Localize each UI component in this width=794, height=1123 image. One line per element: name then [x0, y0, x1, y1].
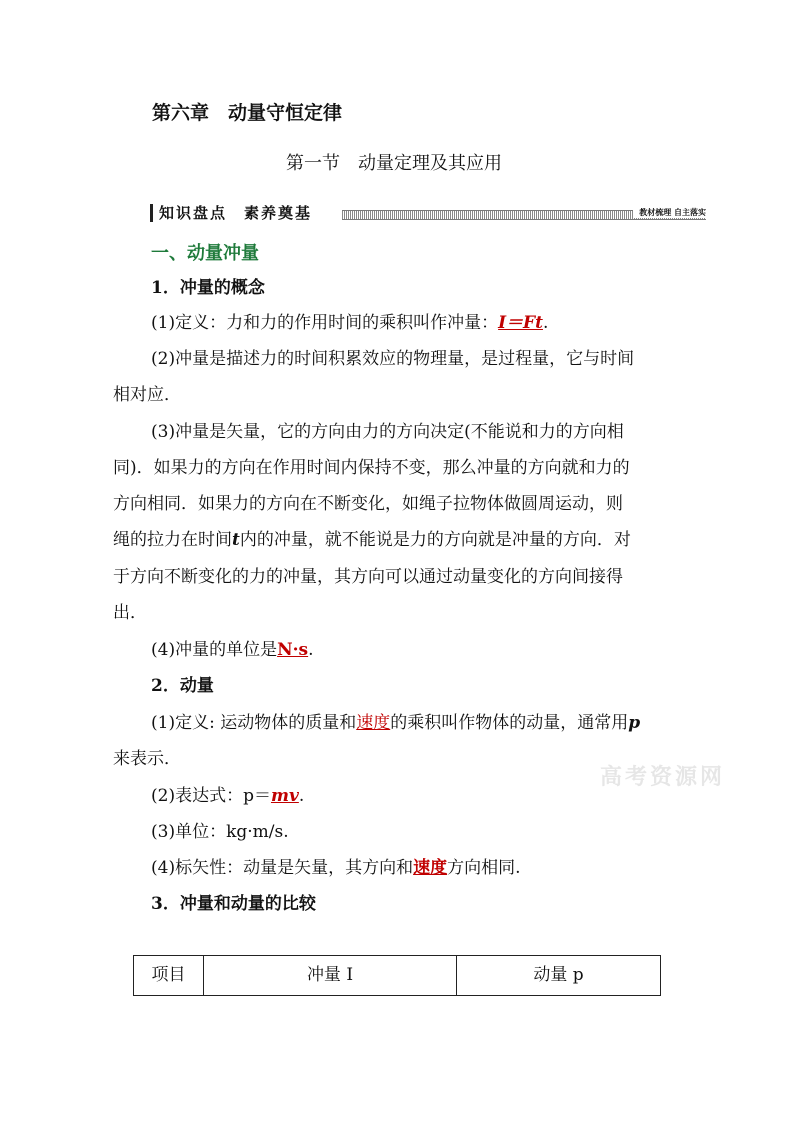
paragraph-line: 于方向不断变化的力的冲量，其方向可以通过动量变化的方向间接得 [113, 567, 623, 587]
paragraph-line: (2)冲量是描述力的时间积累效应的物理量，是过程量，它与时间 [151, 349, 635, 369]
subheading-impulse-concept: 1．冲量的概念 [151, 278, 265, 298]
paragraph-definition-impulse [151, 308, 548, 333]
text-segment: 内的冲量，就不能说是力的方向就是冲量的方向．对 [239, 530, 631, 550]
heading-momentum-impulse: 一、动量冲量 [151, 243, 259, 264]
paragraph-line: 相对应． [113, 385, 181, 405]
answer-unit: N·s [277, 640, 309, 660]
answer-velocity: 速度 [413, 858, 448, 878]
banner-label: 知识盘点 素养奠基 [150, 204, 315, 222]
table-header-cell: 冲量 I [204, 956, 457, 996]
subheading-momentum: 2．动量 [151, 676, 214, 696]
answer-formula: I＝Ft [498, 313, 543, 333]
paragraph-line [113, 525, 631, 550]
answer-mv: mv [270, 786, 299, 806]
section-title: 第一节 动量定理及其应用 [286, 153, 502, 174]
answer-velocity: 速度 [356, 713, 391, 733]
variable-p: p [628, 713, 641, 733]
paragraph-definition-momentum [151, 708, 640, 733]
text-segment: (4)标矢性：动量是矢量，其方向和 [151, 858, 414, 878]
text-segment: . [542, 313, 549, 333]
section-banner [150, 204, 706, 222]
paragraph-line: 同)．如果力的方向在作用时间内保持不变，那么冲量的方向就和力的 [113, 458, 630, 478]
paragraph-expression [151, 781, 304, 806]
subheading-comparison: 3．冲量和动量的比较 [151, 894, 316, 914]
paragraph-unit-impulse [151, 635, 314, 660]
paragraph-line: 来表示． [113, 749, 181, 769]
table-header-cell: 动量 p [457, 956, 661, 996]
text-segment: (2)表达式：p＝ [151, 786, 271, 806]
paragraph-line: 出． [113, 603, 147, 623]
variable-t: t [232, 530, 240, 550]
paragraph-line: 方向相同．如果力的方向在不断变化，如绳子拉物体做圆周运动，则 [113, 494, 623, 514]
watermark: 高考资源网 [600, 764, 726, 790]
paragraph-line: (3)冲量是矢量，它的方向由力的方向决定(不能说和力的方向相 [151, 422, 624, 442]
text-segment: (1)定义: 运动物体的质量和 [151, 713, 357, 733]
text-segment: 的乘积叫作物体的动量，通常用 [390, 713, 629, 733]
table-header-row [134, 956, 661, 996]
text-segment: . [298, 786, 305, 806]
comparison-table [133, 955, 661, 996]
paragraph-unit-momentum: (3)单位：kg·m/s. [151, 822, 289, 842]
text-segment: (4)冲量的单位是 [151, 640, 278, 660]
chapter-title: 第六章 动量守恒定律 [152, 102, 343, 124]
table-header-cell: 项目 [134, 956, 204, 996]
paragraph-vector-nature [151, 853, 521, 878]
banner-tag: 教材梳理 自主落实 [633, 207, 706, 218]
text-segment: 绳的拉力在时间 [113, 530, 232, 550]
text-segment: 方向相同. [447, 858, 521, 878]
text-segment: . [308, 640, 314, 660]
text-segment: (1)定义：力和力的作用时间的乘积叫作冲量： [151, 313, 499, 333]
